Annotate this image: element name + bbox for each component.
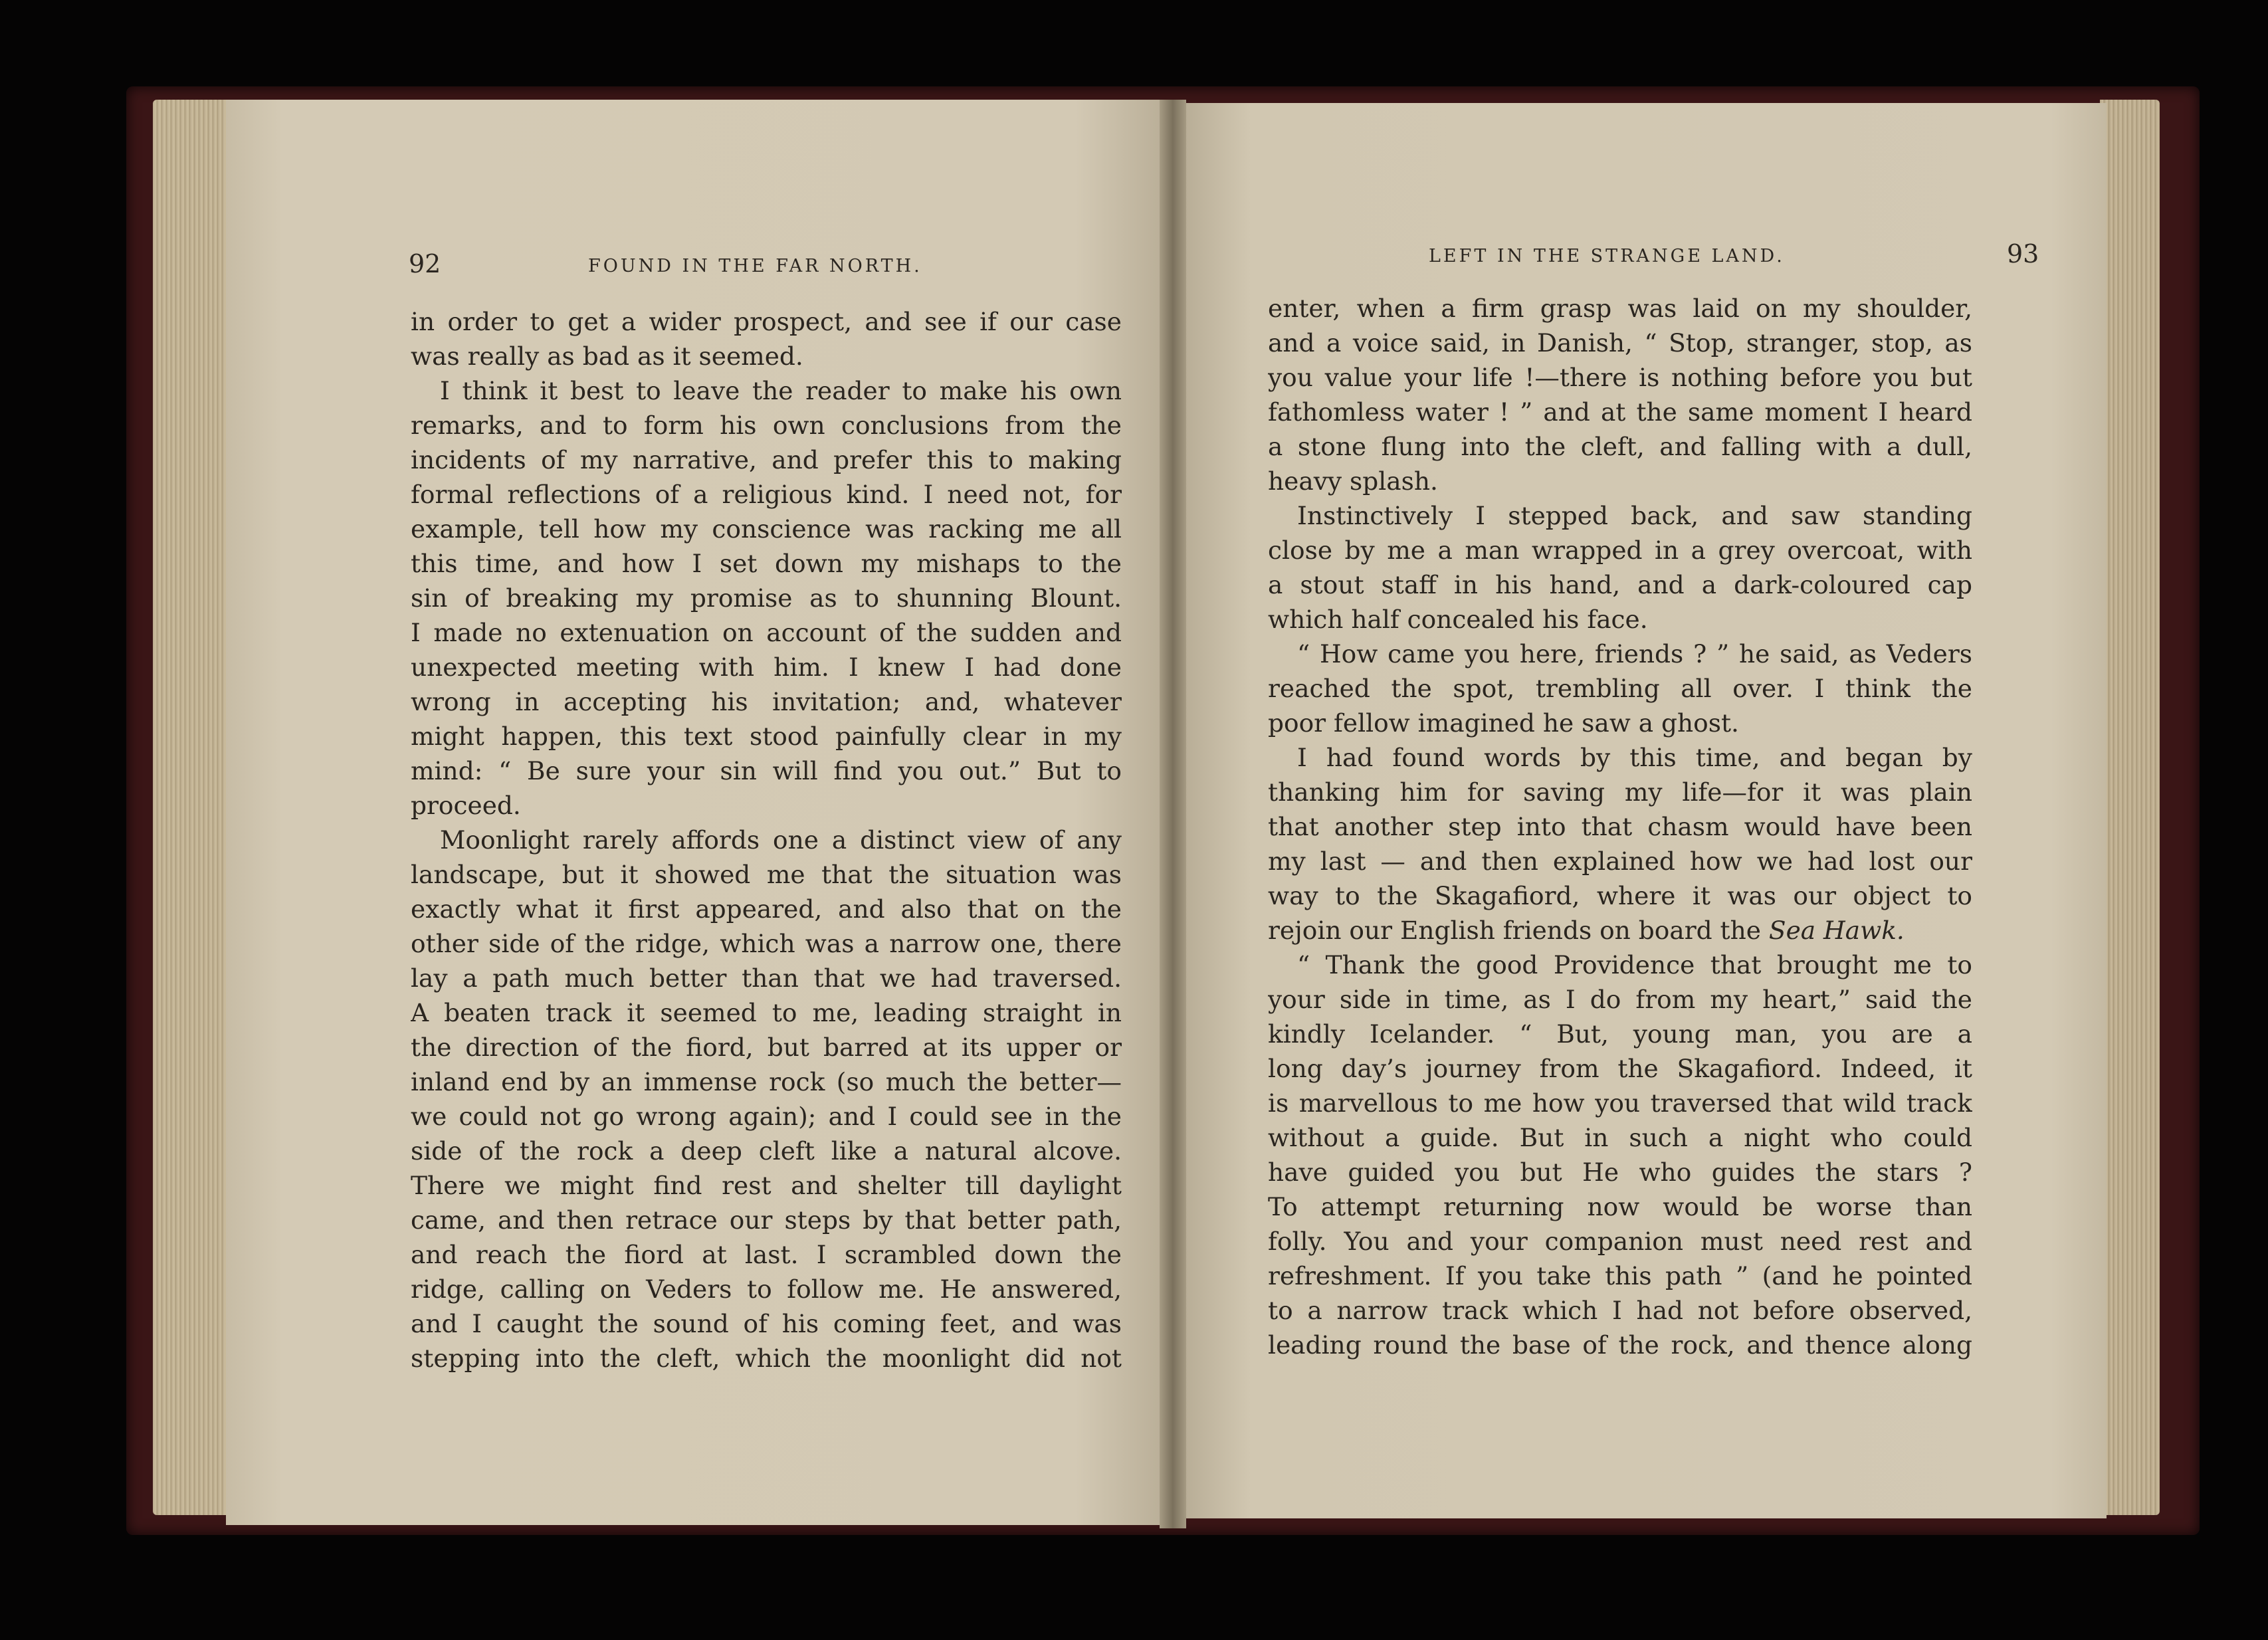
text-line: Instinctively I stepped back, and saw standing — [1297, 501, 1972, 530]
text-line: ridge, calling on Veders to follow me. He answered, — [411, 1275, 1122, 1304]
text-line: that another step into that chasm would have been — [1268, 812, 1972, 841]
text-line: you value your life !—there is nothing before you but — [1268, 363, 1972, 392]
text-line: to a narrow track which I had not before observed, — [1268, 1296, 1972, 1325]
text-line: “ How came you here, friends ? ” he said, as Veders — [1297, 639, 1972, 668]
text-line: There we might find rest and shelter till daylight — [411, 1171, 1122, 1200]
text-line: and reach the fiord at last. I scrambled down the — [411, 1240, 1122, 1269]
page-edges-right — [2100, 100, 2160, 1515]
text-line: inland end by an immense rock (so much the better— — [411, 1067, 1122, 1096]
text-line: is marvellous to me how you traversed that wild track — [1268, 1088, 1972, 1118]
text-line: folly. You and your companion must need rest and — [1268, 1227, 1972, 1256]
text-line: a stout staff in his hand, and a dark-coloured cap — [1268, 570, 1972, 599]
text-line: close by me a man wrapped in a grey overcoat, with — [1268, 536, 1972, 565]
text-line: which half concealed his face. — [1268, 605, 1648, 634]
text-line: thanking him for saving my life—for it was plain — [1268, 777, 1972, 807]
text-line: the direction of the fiord, but barred at its upper or — [411, 1033, 1122, 1062]
text-line: without a guide. But in such a night who could — [1268, 1123, 1972, 1152]
text-line: side of the rock a deep cleft like a natural alcove. — [411, 1136, 1122, 1166]
text-line: and I caught the sound of his coming feet, and was — [411, 1309, 1122, 1338]
text-line: other side of the ridge, which was a narrow one, there — [411, 929, 1122, 958]
text-line: mind: “ Be sure your sin will find you out.” But to — [411, 756, 1122, 785]
text-line: lay a path much better than that we had traversed. — [411, 964, 1122, 993]
text-line: wrong in accepting his invitation; and, whatever — [411, 687, 1122, 716]
text-line: in order to get a wider prospect, and see if our case — [411, 307, 1122, 336]
text-line: sin of breaking my promise as to shunning Blount. — [411, 583, 1122, 613]
text-line: was really as bad as it seemed. — [411, 342, 803, 371]
text-line: came, and then retrace our steps by that better path, — [411, 1205, 1122, 1235]
text-line: landscape, but it showed me that the situation was — [411, 860, 1122, 889]
text-line: proceed. — [411, 791, 521, 820]
text-line: stepping into the cleft, which the moonlight did not — [411, 1344, 1122, 1373]
text-line: a stone flung into the cleft, and falling with a dull, — [1268, 432, 1972, 461]
text-line: exactly what it first appeared, and also that on the — [411, 894, 1122, 924]
text-line: incidents of my narrative, and prefer this to making — [411, 445, 1122, 474]
text-line: have guided you but He who guides the stars ? — [1268, 1158, 1972, 1187]
text-line: example, tell how my conscience was racking me all — [411, 514, 1122, 544]
text-line: long day’s journey from the Skagafiord. Indeed, it — [1268, 1054, 1972, 1083]
text-line: leading round the base of the rock, and thence along — [1268, 1330, 1972, 1360]
text-line: refreshment. If you take this path ” (and he pointed — [1268, 1261, 1972, 1290]
right-page-number: 93 — [2007, 239, 2039, 268]
text-line: heavy splash. — [1268, 466, 1438, 496]
right-running-head: LEFT IN THE STRANGE LAND. — [1429, 246, 1785, 266]
left-running-head: FOUND IN THE FAR NORTH. — [588, 256, 922, 276]
text-line: Moonlight rarely affords one a distinct view of any — [440, 825, 1122, 855]
left-page — [226, 100, 1170, 1525]
text-line: unexpected meeting with him. I knew I had done — [411, 653, 1122, 682]
left-page-number: 92 — [409, 249, 441, 278]
text-line: kindly Icelander. “ But, young man, you are a — [1268, 1019, 1972, 1049]
text-line: and a voice said, in Danish, “ Stop, stranger, stop, as — [1268, 328, 1972, 358]
ship-name: Sea Hawk. — [1768, 916, 1905, 945]
text-line: I made no extenuation on account of the sudden and — [411, 618, 1122, 647]
text-line: To attempt returning now would be worse than — [1268, 1192, 1972, 1221]
text-line: formal reflections of a religious kind. I need not, for — [411, 480, 1122, 509]
left-page-header — [409, 249, 1140, 289]
text-line: fathomless water ! ” and at the same moment I heard — [1268, 397, 1972, 427]
book-gutter — [1160, 100, 1186, 1528]
right-page — [1176, 103, 2107, 1518]
text-line: reached the spot, trembling all over. I think the — [1268, 674, 1972, 703]
text-line: way to the Skagafiord, where it was our object to — [1268, 881, 1972, 910]
text-line: A beaten track it seemed to me, leading straight in — [411, 998, 1122, 1027]
text-line: my last — and then explained how we had lost our — [1268, 847, 1972, 876]
text-line: enter, when a firm grasp was laid on my shoulder, — [1268, 294, 1972, 323]
text-line: might happen, this text stood painfully clear in my — [411, 722, 1122, 751]
right-page-header — [1429, 239, 2067, 279]
text-line: I think it best to leave the reader to make his own — [440, 376, 1122, 405]
text-line — [1268, 913, 1972, 948]
text-line: remarks, and to form his own conclusions from the — [411, 411, 1122, 440]
left-page-body — [411, 304, 1122, 1376]
right-page-body — [1268, 291, 1972, 1362]
text-line-start: rejoin our English friends on board the — [1268, 916, 1769, 945]
text-line: “ Thank the good Providence that brought me to — [1297, 950, 1972, 979]
text-line: your side in time, as I do from my heart,” said the — [1268, 985, 1972, 1014]
text-line: we could not go wrong again); and I could see in the — [411, 1102, 1122, 1131]
text-line: I had found words by this time, and began by — [1297, 743, 1972, 772]
text-line: this time, and how I set down my mishaps to the — [411, 549, 1122, 578]
text-line: poor fellow imagined he saw a ghost. — [1268, 708, 1739, 738]
